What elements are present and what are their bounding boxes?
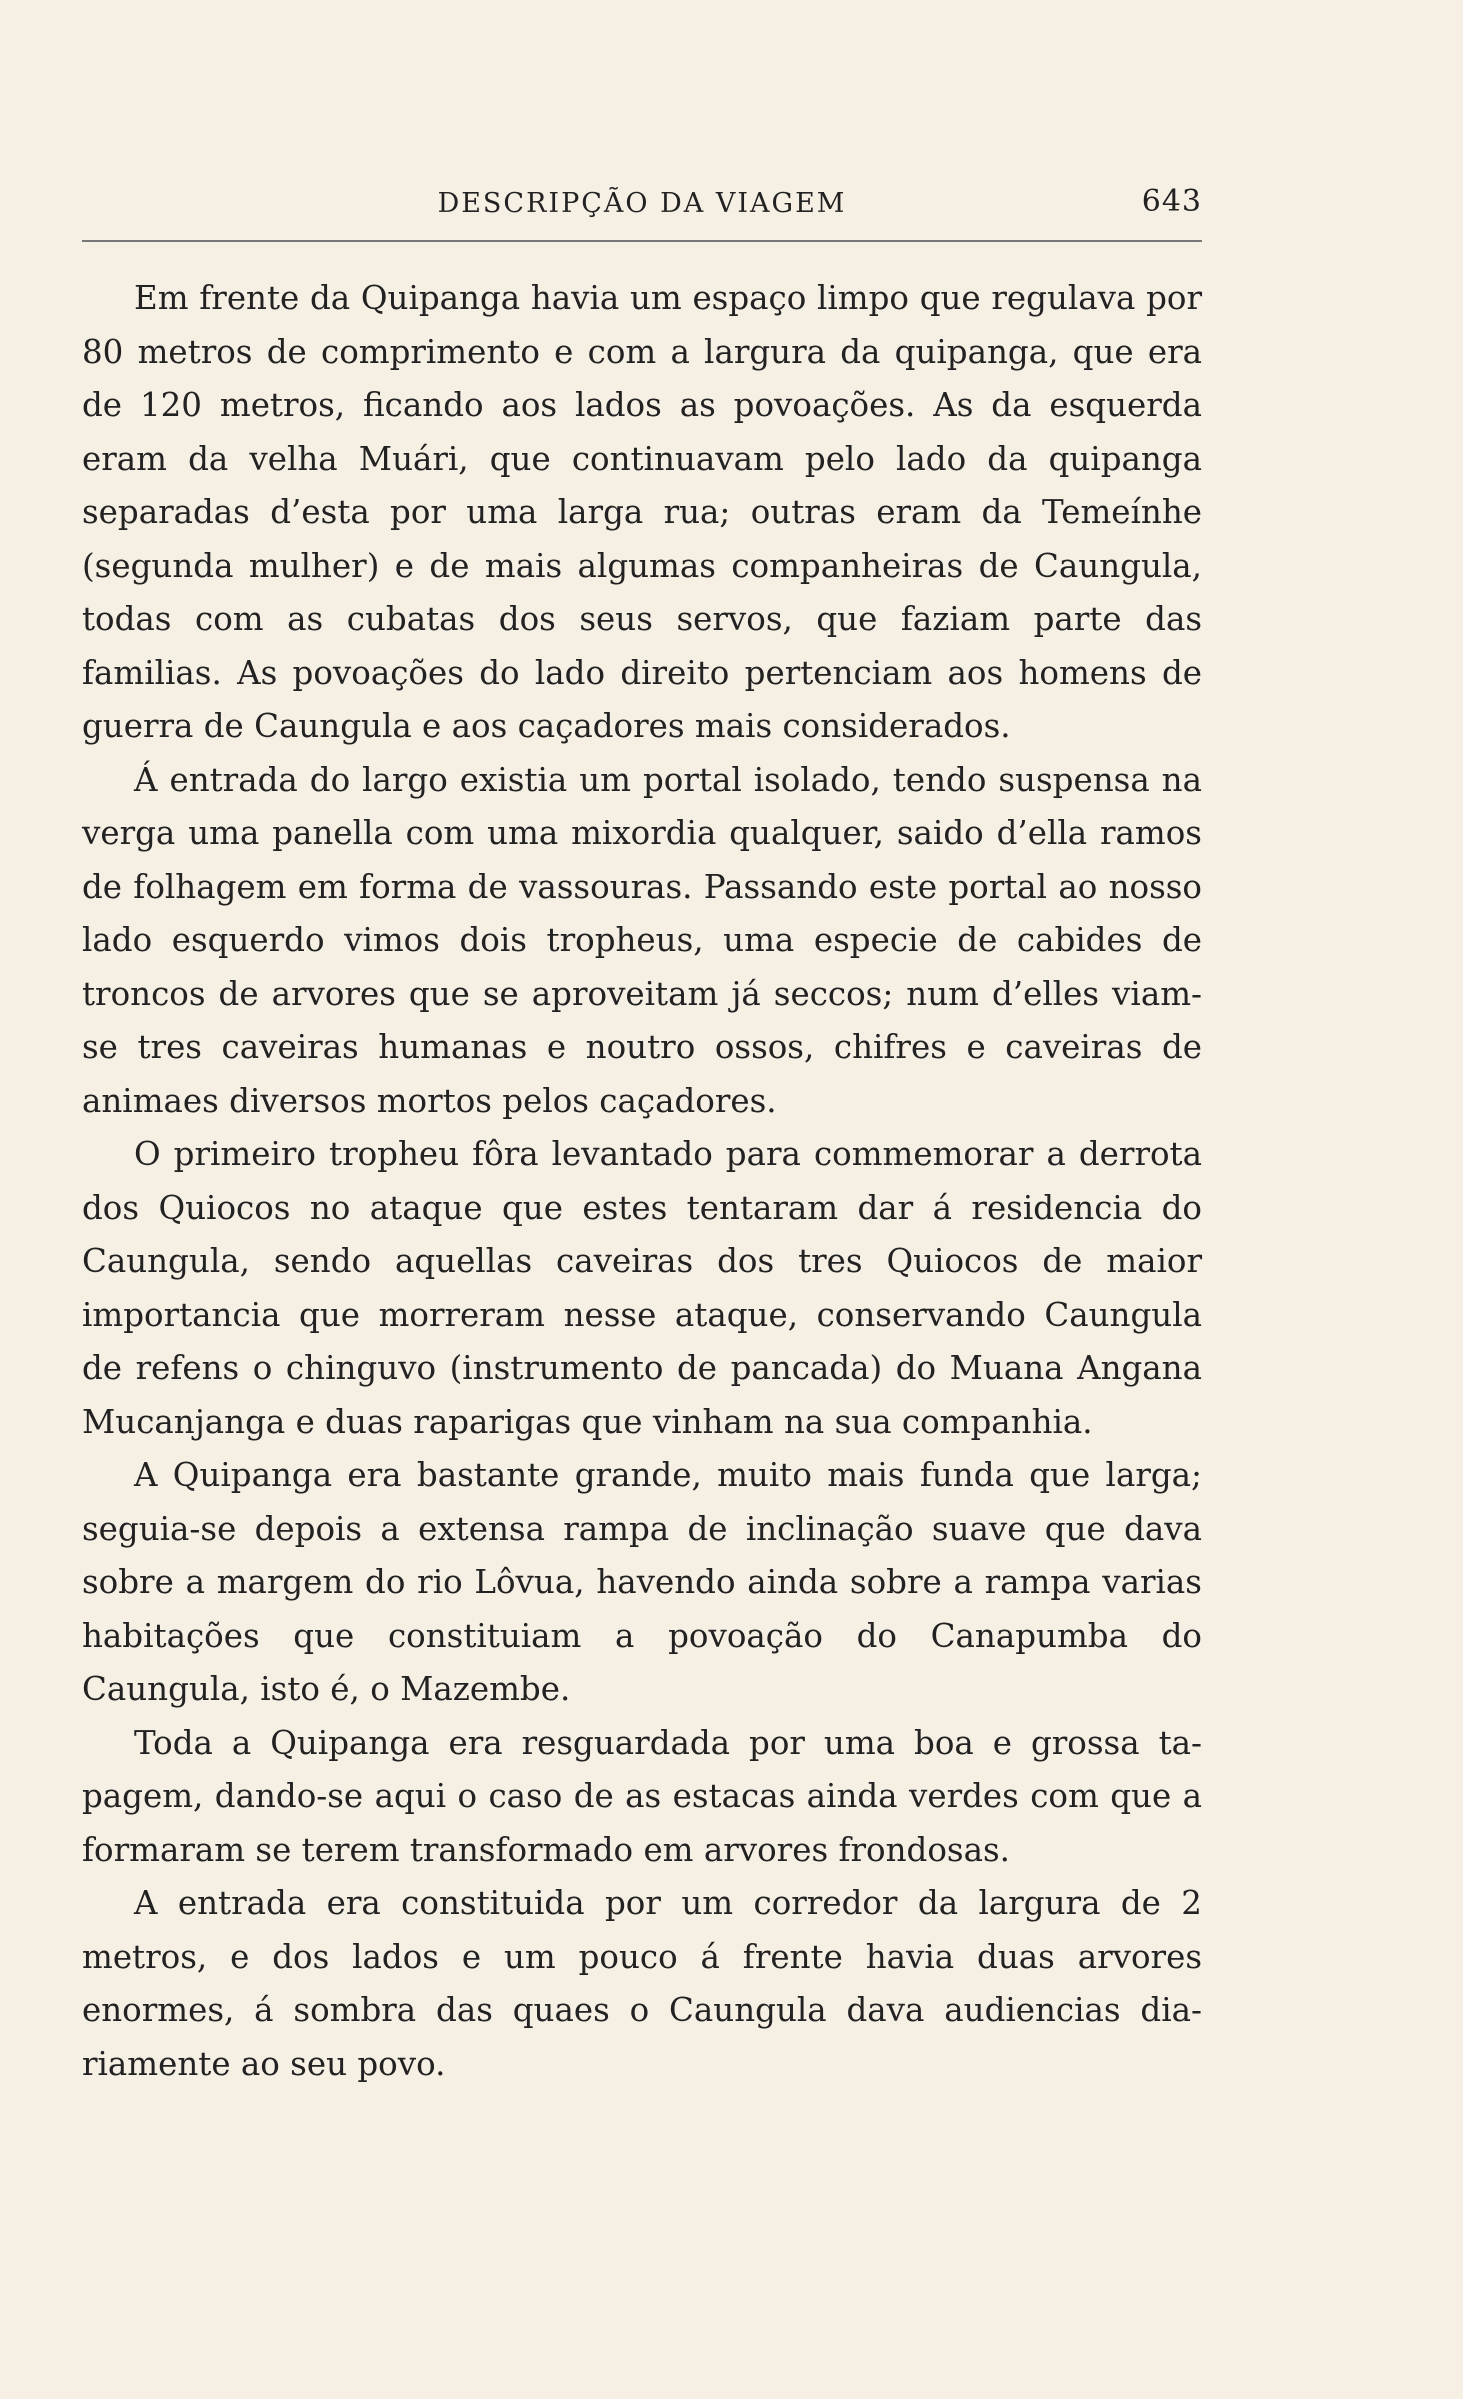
page-number: 643 [1141, 184, 1202, 219]
body-text [82, 272, 1202, 2091]
paragraph: Em frente da Quipanga havia um espaço limpo que regulava por 80 metros de comprimento e com a largura da quipanga, que era de 120 metros, ficando aos lados as povoações. As da esquerda eram da velha Muári, que continuavam pelo lado da quipanga separadas d’esta por uma larga rua; outras eram da Temeínhe (segunda mulher) e de mais algumas companheiras de Caungula, todas com as cubatas dos seus servos, que faziam parte das familias. As povoações do lado direito pertenciam aos homens de guerra de Caungula e aos caçadores mais considerados. [82, 279, 1202, 745]
running-head [82, 178, 1202, 228]
running-title: DESCRIPÇÃO DA VIAGEM [437, 188, 847, 219]
paragraph: O primeiro tropheu fôra levantado para commemorar a derrota dos Quiocos no ataque que estes tentaram dar á residencia do Caungula, sendo aquellas caveiras dos tres Quiocos de maior importancia que morreram nesse ataque, conservando Caungula de refens o chinguvo (instrumento de pancada) do Muana Angana Mucanjanga e duas raparigas que vinham na sua companhia. [82, 1135, 1202, 1441]
paragraph: Á entrada do largo existia um portal isolado, tendo suspensa na verga uma panella com uma mixordia qualquer, saido d’ella ramos de folhagem em forma de vassouras. Passando este portal ao nosso lado esquerdo vimos dois tropheus, uma especie de cabides de troncos de arvores que se aproveitam já seccos; num d’elles viam-se tres caveiras humanas e noutro ossos, chifres e caveiras de animaes diversos mortos pelos caçadores. [82, 760, 1202, 1120]
paragraph: A entrada era constituida por um corredor da largura de 2 metros, e dos lados e um pouco á frente havia duas arvores enormes, á sombra das quaes o Caungula dava audiencias diariamente ao seu povo. [82, 1884, 1202, 2083]
header-rule [82, 240, 1202, 242]
paragraph: Toda a Quipanga era resguardada por uma boa e grossa tapagem, dando-se aqui o caso de as estacas ainda verdes com que a formaram se terem transformado em arvores frondosas. [82, 1723, 1202, 1869]
paragraph: A Quipanga era bastante grande, muito mais funda que larga; seguia-se depois a extensa rampa de inclinação suave que dava sobre a margem do rio Lôvua, havendo ainda sobre a rampa varias habitações que constituiam a povoação do Canapumba do Caungula, isto é, o Mazembe. [82, 1456, 1202, 1708]
